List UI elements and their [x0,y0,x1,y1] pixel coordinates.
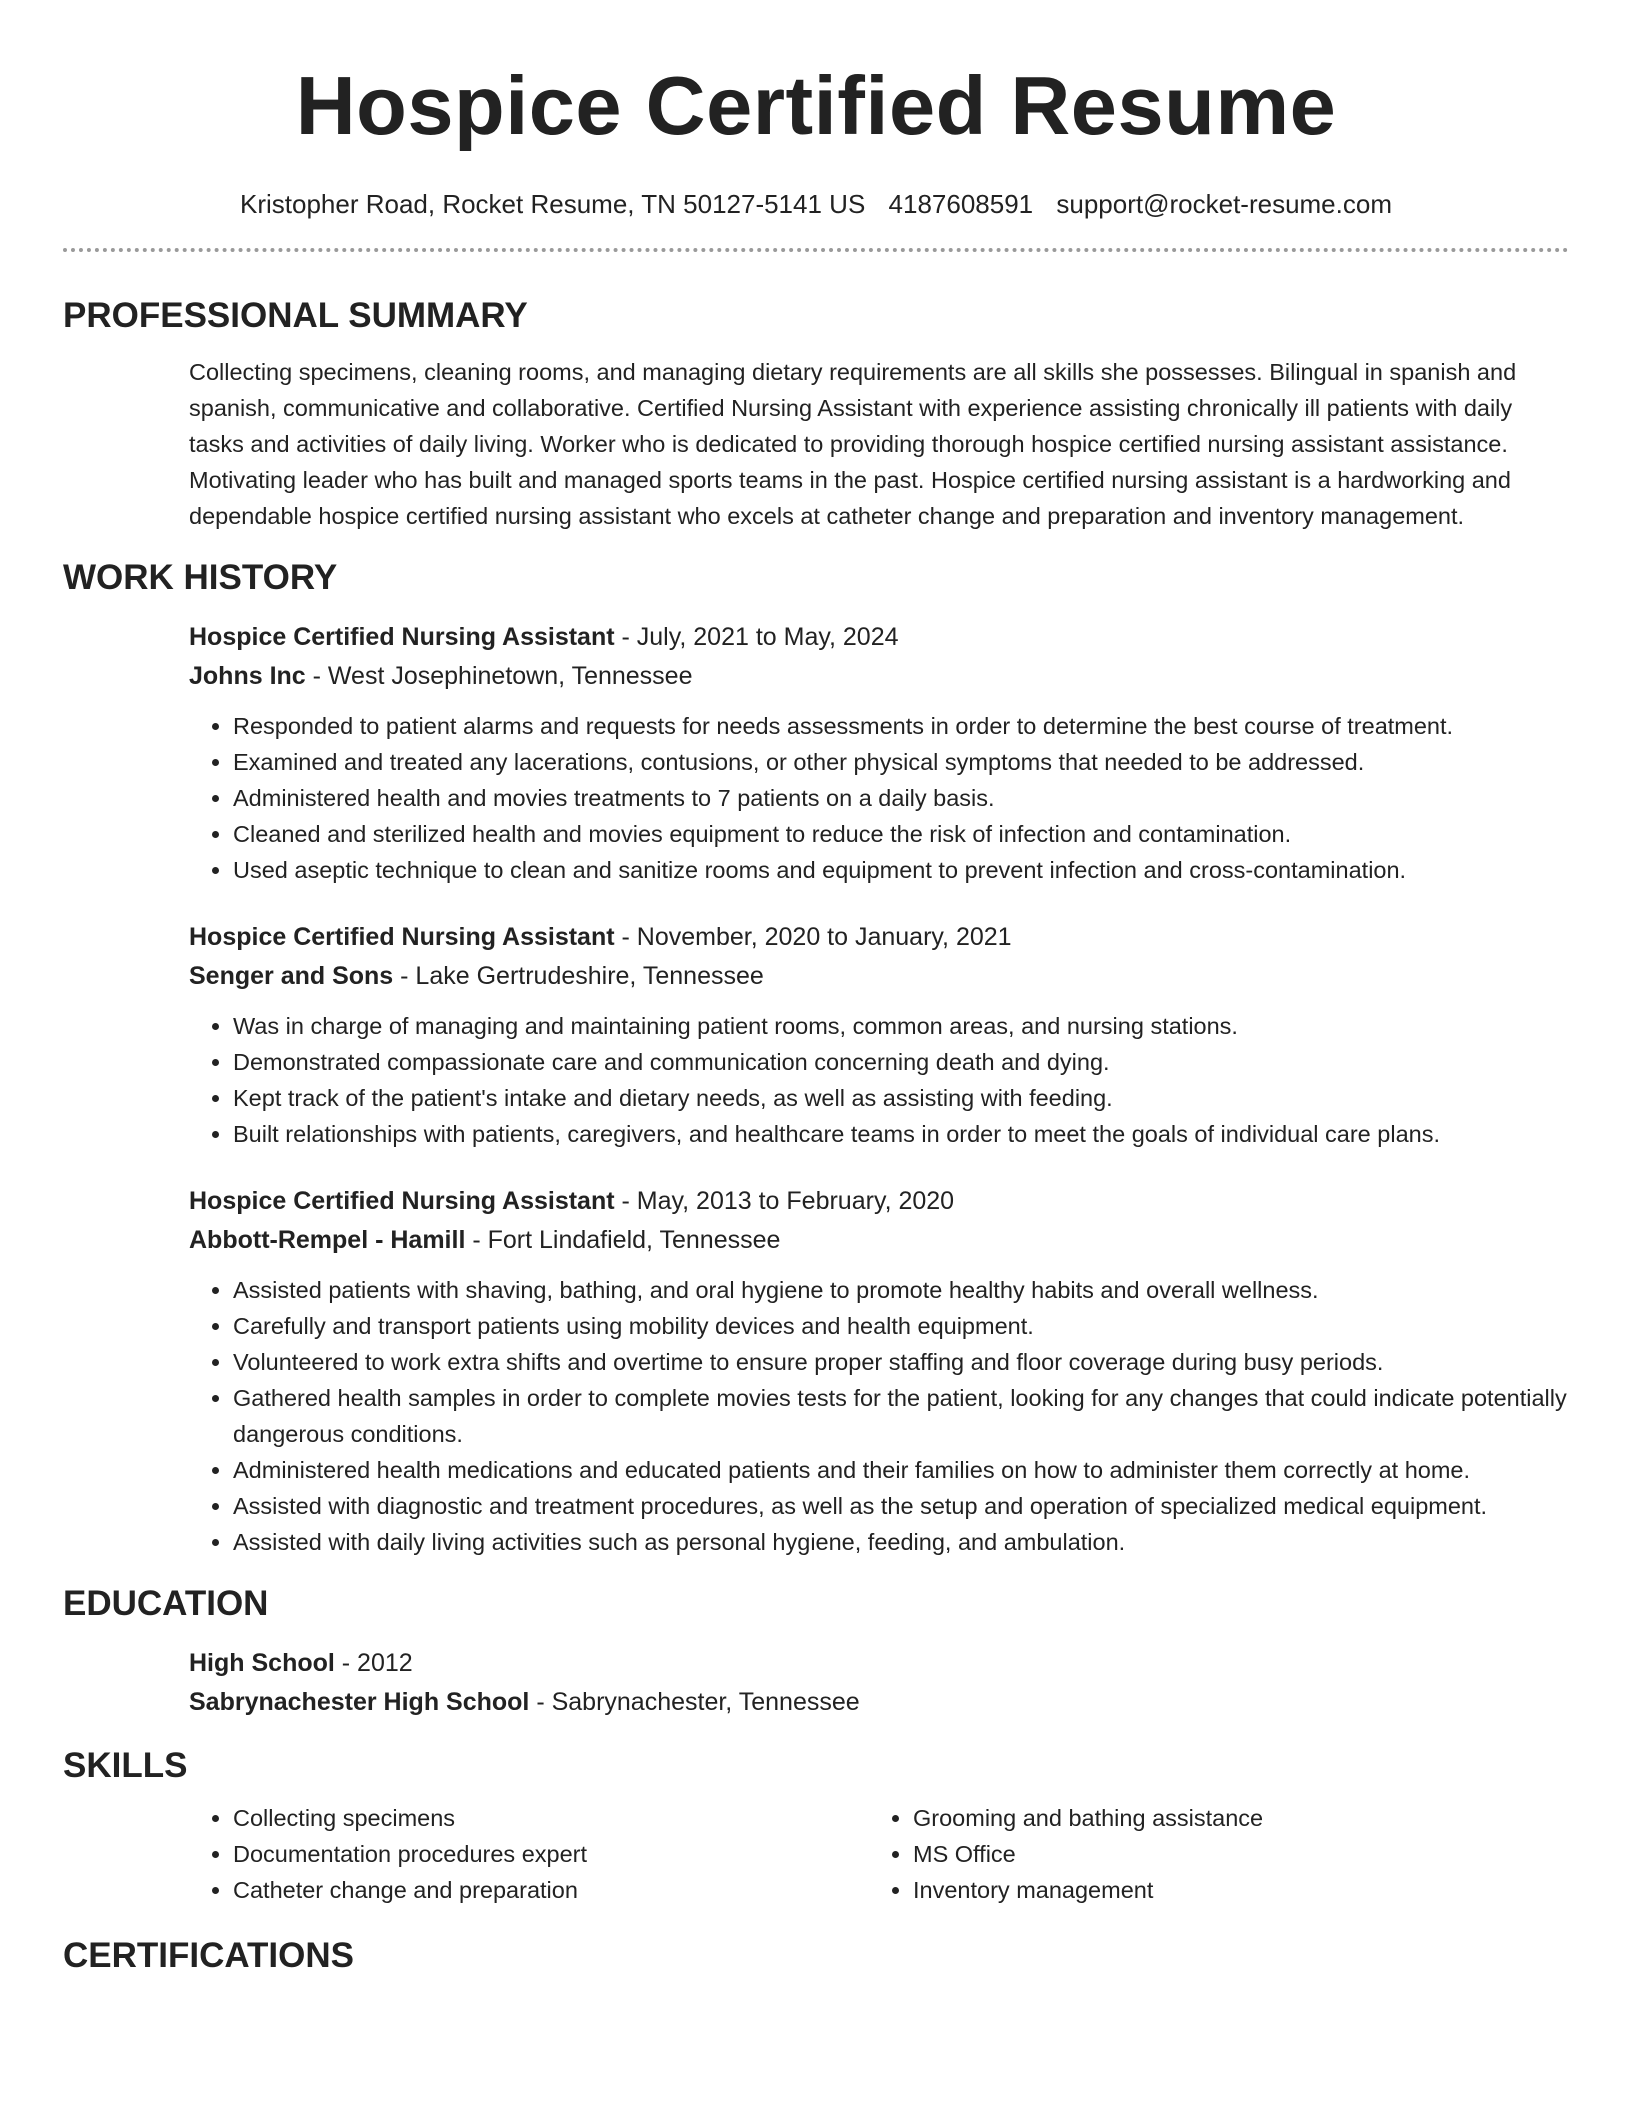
list-item: • Examined and treated any lacerations, contusions, or other physical symptoms that needed to be addressed. [233,744,1569,780]
contact-email: support@rocket-resume.com [1056,189,1392,219]
list-item: • Catheter change and preparation [233,1872,869,1908]
job-location: - Lake Gertrudeshire, Tennessee [393,962,764,990]
work-history-heading: WORK HISTORY [63,558,338,597]
job-company-line [189,1221,1569,1260]
list-item: • Gathered health samples in order to complete movies tests for the patient, looking for any changes that could indicate potentially dangerous conditions. [233,1380,1569,1452]
education-location: - Sabrynachester, Tennessee [529,1688,860,1716]
list-item: • Grooming and bathing assistance [913,1800,1513,1836]
list-item: • Was in charge of managing and maintaining patient rooms, common areas, and nursing stations. [233,1008,1569,1044]
education-year: - 2012 [334,1649,413,1677]
list-item: • Administered health and movies treatments to 7 patients on a daily basis. [233,780,1569,816]
list-item: • Carefully and transport patients using mobility devices and health equipment. [233,1308,1569,1344]
job-location: - Fort Lindafield, Tennessee [465,1226,781,1254]
contact-phone: 4187608591 [888,189,1034,219]
job-company: Abbott-Rempel - Hamill [189,1226,466,1254]
job-dates: - July, 2021 to May, 2024 [614,623,899,651]
job-company-line [189,657,1569,696]
skills-grid [189,1800,1569,1908]
list-item: • Collecting specimens [233,1800,869,1836]
list-item: • MS Office [913,1836,1513,1872]
education-heading: EDUCATION [63,1584,269,1623]
skills-column-right [869,1800,1513,1908]
skills-heading: SKILLS [63,1746,188,1785]
page-title: Hospice Certified Resume [295,59,1337,152]
job-title: Hospice Certified Nursing Assistant [189,1187,615,1215]
job-company: Johns Inc [189,662,306,690]
contact-line [63,188,1569,220]
job-title-line [189,1182,1569,1221]
list-item: • Documentation procedures expert [233,1836,869,1872]
job-entry [189,1182,1569,1560]
list-item: • Cleaned and sterilized health and movies equipment to reduce the risk of infection and contamination. [233,816,1569,852]
list-item: • Assisted with daily living activities such as personal hygiene, feeding, and ambulation. [233,1524,1569,1560]
list-item: • Volunteered to work extra shifts and overtime to ensure proper staffing and floor coverage during busy periods. [233,1344,1569,1380]
education-degree-line [189,1644,1569,1683]
skills-section [189,1800,1569,1908]
education-degree: High School [189,1649,335,1677]
job-bullets [189,1008,1569,1152]
job-entry [189,618,1569,888]
certifications-heading: CERTIFICATIONS [63,1936,355,1975]
work-history [189,618,1569,1560]
job-title: Hospice Certified Nursing Assistant [189,923,615,951]
job-location: - West Josephinetown, Tennessee [305,662,693,690]
list-item: • Demonstrated compassionate care and communication concerning death and dying. [233,1044,1569,1080]
job-company-line [189,957,1569,996]
resume-page [63,0,1569,1978]
list-item: • Administered health medications and educated patients and their families on how to administer them correctly at home. [233,1452,1569,1488]
job-entry [189,918,1569,1152]
job-bullets [189,1272,1569,1560]
summary-heading: PROFESSIONAL SUMMARY [63,296,528,335]
job-title-line [189,618,1569,657]
job-title: Hospice Certified Nursing Assistant [189,623,615,651]
list-item: • Built relationships with patients, caregivers, and healthcare teams in order to meet the goals of individual care plans. [233,1116,1569,1152]
list-item: • Assisted patients with shaving, bathing, and oral hygiene to promote healthy habits and overall wellness. [233,1272,1569,1308]
job-dates: - November, 2020 to January, 2021 [614,923,1012,951]
header-divider [63,248,1569,252]
job-title-line [189,918,1569,957]
job-company: Senger and Sons [189,962,394,990]
contact-address: Kristopher Road, Rocket Resume, TN 50127-5141 US [240,189,866,219]
summary-text: Collecting specimens, cleaning rooms, and managing dietary requirements are all skills she possesses. Bilingual in spanish and spanish, communicative and collaborative. Certified Nursing Assistant with experience assisting chronically ill patients with daily tasks and activities of daily living. Worker who is dedicated to providing thorough hospice certified nursing assistant assistance. Motivating leader who has built and managed sports teams in the past. Hospice certified nursing assistant is a hardworking and dependable hospice certified nursing assistant who excels at catheter change and preparation and inventory management. [189,359,1517,529]
education-entry [189,1644,1569,1722]
list-item: • Inventory management [913,1872,1513,1908]
education-school: Sabrynachester High School [189,1688,530,1716]
list-item: • Assisted with diagnostic and treatment procedures, as well as the setup and operation of specialized medical equipment. [233,1488,1569,1524]
list-item: • Kept track of the patient's intake and dietary needs, as well as assisting with feeding. [233,1080,1569,1116]
education-school-line [189,1683,1569,1722]
skills-column-left [189,1800,869,1908]
list-item: • Used aseptic technique to clean and sanitize rooms and equipment to prevent infection and cross-contamination. [233,852,1569,888]
job-dates: - May, 2013 to February, 2020 [614,1187,955,1215]
job-bullets [189,708,1569,888]
list-item: • Responded to patient alarms and requests for needs assessments in order to determine the best course of treatment. [233,708,1569,744]
